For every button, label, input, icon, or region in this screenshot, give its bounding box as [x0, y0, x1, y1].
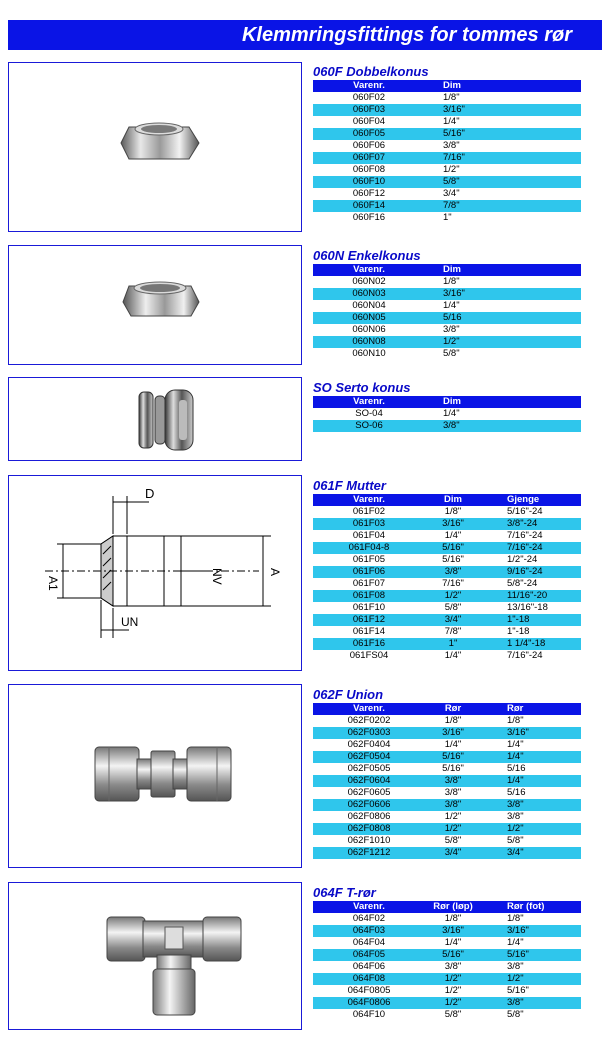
table-row: [313, 506, 581, 518]
table-cell: 5/8": [507, 1009, 524, 1020]
table-cell: 1/4": [444, 937, 462, 948]
product-image-062f: [8, 684, 302, 868]
table-row: [313, 787, 581, 799]
table-cell: 5/16: [507, 763, 526, 774]
table-row: [313, 212, 581, 224]
table-cell: 061F16: [313, 638, 425, 650]
column-header: Dim: [425, 396, 581, 408]
table-cell: SO-04: [355, 408, 383, 419]
table-row: [313, 288, 581, 300]
spec-table: [313, 494, 581, 662]
table-cell: 1/4": [507, 739, 524, 750]
table-cell: 060F05: [313, 128, 425, 140]
table-cell: 062F0808: [313, 823, 425, 835]
table-cell: 060N05: [313, 312, 425, 324]
table-cell: 1/2": [425, 336, 581, 348]
table-row: [313, 312, 581, 324]
table-cell: 062F0504: [313, 751, 425, 763]
table-cell: 1/2": [443, 164, 460, 175]
table-cell: 060N08: [313, 336, 425, 348]
column-header: Rør (fot): [481, 901, 581, 913]
table-cell: 060F14: [313, 200, 425, 212]
table-cell: 7/8": [425, 200, 581, 212]
table-cell: 1/4": [481, 775, 581, 787]
table-cell: 1 1/4"-18: [481, 638, 581, 650]
table-cell: 3/4": [425, 614, 481, 626]
table-cell: 1/8": [443, 276, 460, 287]
table-cell: 1/2"-24: [507, 554, 538, 565]
table-cell: 3/16": [425, 104, 581, 116]
table-cell: 3/4": [425, 847, 481, 859]
table-cell: 060N04: [352, 300, 386, 311]
page-title: Klemmringsfittings for tommes rør: [241, 24, 572, 46]
table-cell: 062F1010: [347, 835, 391, 846]
table-cell: 3/4": [443, 188, 460, 199]
table-row: [313, 811, 581, 823]
table-cell: 060F12: [352, 188, 386, 199]
table-cell: 061F12: [313, 614, 425, 626]
table-row: [313, 104, 581, 116]
table-cell: 060F04: [352, 116, 386, 127]
table-cell: 1/2": [481, 973, 581, 985]
table-cell: 060F02: [352, 92, 386, 103]
table-cell: 064F04: [352, 937, 386, 948]
table-row: [313, 300, 581, 312]
table-cell: 5/8": [425, 176, 581, 188]
table-header-row: [313, 264, 581, 276]
table-cell: 060F16: [352, 212, 386, 223]
nut-technical-drawing: [9, 476, 303, 672]
table-cell: 1/4": [444, 739, 462, 750]
table-row: [313, 823, 581, 835]
column-header: Varenr.: [313, 494, 425, 506]
table-cell: 9/16"-24: [481, 566, 581, 578]
column-header: Varenr.: [313, 80, 425, 92]
spec-table: [313, 396, 581, 432]
column-header: Dim: [425, 264, 581, 276]
table-cell: 3/8": [443, 324, 460, 335]
table-cell: SO-06: [313, 420, 425, 432]
table-cell: 1/8": [507, 913, 524, 924]
table-header-row: [313, 80, 581, 92]
table-cell: 060N10: [352, 348, 386, 359]
table-cell: 1/4": [443, 408, 460, 419]
table-cell: 1/2": [425, 823, 481, 835]
table-row: [313, 638, 581, 650]
table-row: [313, 542, 581, 554]
table-cell: 1/2": [425, 590, 481, 602]
table-cell: 7/8": [444, 626, 462, 637]
section-062f: [313, 687, 581, 859]
table-cell: 1/4": [443, 300, 460, 311]
table-cell: 060N03: [313, 288, 425, 300]
table-row: [313, 727, 581, 739]
table-header-row: [313, 901, 581, 913]
table-row: [313, 176, 581, 188]
table-cell: 3/4": [481, 847, 581, 859]
section-title: SO Serto konus: [313, 380, 411, 395]
table-row: [313, 140, 581, 152]
table-row: [313, 1009, 581, 1021]
page-banner: [8, 20, 602, 50]
spec-table: [313, 703, 581, 859]
table-row: [313, 578, 581, 590]
dim-label-a1: A1: [46, 576, 60, 591]
table-cell: 060F08: [352, 164, 386, 175]
table-cell: 060N02: [352, 276, 386, 287]
table-row: [313, 763, 581, 775]
spec-table: [313, 264, 581, 360]
table-cell: 060F07: [313, 152, 425, 164]
table-cell: 1"-18: [507, 626, 530, 637]
product-image-060n: [8, 245, 302, 365]
table-row: [313, 973, 581, 985]
table-cell: 3/8"-24: [481, 518, 581, 530]
table-row: [313, 590, 581, 602]
table-cell: 3/8": [481, 799, 581, 811]
table-cell: 7/16"-24: [481, 542, 581, 554]
column-header: Dim: [425, 80, 581, 92]
table-cell: 061F07: [352, 578, 386, 589]
table-cell: 1/2": [481, 823, 581, 835]
column-header: Gjenge: [481, 494, 581, 506]
table-cell: 061F03: [313, 518, 425, 530]
section-060n: [313, 248, 581, 360]
table-cell: 5/16": [425, 542, 481, 554]
section-so: [313, 380, 581, 432]
table-cell: 5/16": [425, 949, 481, 961]
table-row: [313, 997, 581, 1009]
product-image-064f: [8, 882, 302, 1030]
single-cone-ring-icon: [9, 246, 303, 366]
table-cell: 064F06: [352, 961, 386, 972]
table-row: [313, 739, 581, 751]
table-row: [313, 626, 581, 638]
table-cell: 062F0806: [347, 811, 391, 822]
table-cell: 061F04-8: [313, 542, 425, 554]
table-row: [313, 925, 581, 937]
table-row: [313, 276, 581, 288]
table-row: [313, 799, 581, 811]
table-row: [313, 336, 581, 348]
table-cell: 1": [425, 638, 481, 650]
table-cell: 1/8": [444, 506, 462, 517]
tee-fitting-icon: [9, 883, 303, 1031]
table-cell: 061F14: [352, 626, 386, 637]
table-cell: 13/16"-18: [507, 602, 548, 613]
table-cell: 062F0604: [313, 775, 425, 787]
table-row: [313, 835, 581, 847]
table-header-row: [313, 396, 581, 408]
table-cell: 1/4": [507, 937, 524, 948]
table-cell: 1/8": [444, 715, 462, 726]
table-cell: 7/16": [425, 152, 581, 164]
table-cell: 7/16"-24: [507, 650, 543, 661]
table-cell: 5/16: [425, 312, 581, 324]
double-cone-ring-icon: [9, 63, 303, 233]
table-row: [313, 751, 581, 763]
table-cell: 061F04: [352, 530, 386, 541]
table-cell: 3/8": [425, 566, 481, 578]
section-064f: [313, 885, 581, 1021]
table-row: [313, 554, 581, 566]
table-cell: 064F02: [352, 913, 386, 924]
product-drawing-061f: [8, 475, 302, 671]
table-cell: 1/8": [444, 913, 462, 924]
table-cell: 5/16"-24: [507, 506, 543, 517]
table-cell: 1/2": [444, 811, 462, 822]
table-row: [313, 420, 581, 432]
table-cell: 5/16": [425, 751, 481, 763]
table-cell: 7/16": [442, 578, 464, 589]
table-row: [313, 324, 581, 336]
table-cell: 064F03: [313, 925, 425, 937]
column-header: Rør (løp): [425, 901, 481, 913]
table-cell: 062F0202: [347, 715, 391, 726]
table-row: [313, 530, 581, 542]
table-cell: 064F10: [352, 1009, 386, 1020]
table-cell: 3/16": [425, 518, 481, 530]
table-row: [313, 200, 581, 212]
table-cell: 061FS04: [349, 650, 389, 661]
table-cell: 5/8": [443, 348, 460, 359]
section-title: 062F Union: [313, 687, 384, 702]
table-cell: 061F02: [352, 506, 386, 517]
column-header: Rør: [425, 703, 481, 715]
table-row: [313, 348, 581, 360]
table-cell: 3/8": [444, 787, 462, 798]
table-cell: 061F06: [313, 566, 425, 578]
table-row: [313, 566, 581, 578]
table-cell: 061F05: [352, 554, 386, 565]
table-cell: 060F06: [352, 140, 386, 151]
table-cell: 5/8": [444, 602, 462, 613]
table-row: [313, 164, 581, 176]
table-cell: 1"-18: [481, 614, 581, 626]
table-row: [313, 602, 581, 614]
table-row: [313, 650, 581, 662]
table-header-row: [313, 494, 581, 506]
table-cell: 5/16": [442, 763, 464, 774]
table-row: [313, 92, 581, 104]
table-cell: 060F10: [313, 176, 425, 188]
table-cell: 062F0505: [347, 763, 391, 774]
table-cell: 1/2": [425, 997, 481, 1009]
table-row: [313, 614, 581, 626]
table-cell: 3/8": [425, 799, 481, 811]
table-cell: 064F08: [313, 973, 425, 985]
table-cell: 1": [443, 212, 452, 223]
column-header: Varenr.: [313, 396, 425, 408]
column-header: Varenr.: [313, 703, 425, 715]
table-row: [313, 116, 581, 128]
section-title: 060F Dobbelkonus: [313, 64, 429, 79]
table-row: [313, 775, 581, 787]
table-cell: 5/16": [507, 985, 529, 996]
spec-table: [313, 901, 581, 1021]
table-cell: 062F1212: [313, 847, 425, 859]
table-cell: 11/16"-20: [481, 590, 581, 602]
table-cell: 3/8": [425, 420, 581, 432]
table-row: [313, 949, 581, 961]
table-cell: 5/16: [507, 787, 526, 798]
table-cell: 061F10: [352, 602, 386, 613]
product-image-060f: [8, 62, 302, 232]
section-title: 061F Mutter: [313, 478, 386, 493]
table-cell: 3/8": [507, 811, 524, 822]
section-title: 060N Enkelkonus: [313, 248, 421, 263]
table-cell: 3/8": [425, 775, 481, 787]
table-row: [313, 913, 581, 925]
table-cell: 5/16": [442, 554, 464, 565]
table-cell: 1/4": [443, 116, 460, 127]
table-header-row: [313, 703, 581, 715]
table-cell: 5/8": [444, 1009, 462, 1020]
product-image-so: [8, 377, 302, 461]
table-cell: 1/8": [443, 92, 460, 103]
table-cell: 3/8": [444, 961, 462, 972]
table-cell: 062F0404: [347, 739, 391, 750]
table-cell: 062F0303: [313, 727, 425, 739]
table-cell: 3/16": [481, 727, 581, 739]
column-header: Dim: [425, 494, 481, 506]
column-header: Rør: [481, 703, 581, 715]
table-cell: 064F0806: [313, 997, 425, 1009]
spec-table: [313, 80, 581, 224]
column-header: Varenr.: [313, 901, 425, 913]
dim-label-nv: NV: [210, 568, 224, 585]
table-cell: 5/8": [507, 835, 524, 846]
table-row: [313, 128, 581, 140]
table-row: [313, 408, 581, 420]
dim-label-a: A: [268, 568, 282, 577]
table-cell: 3/16": [425, 288, 581, 300]
table-cell: 5/8"-24: [507, 578, 538, 589]
table-row: [313, 518, 581, 530]
table-cell: 1/4": [481, 751, 581, 763]
table-cell: 3/8": [443, 140, 460, 151]
column-header: Varenr.: [313, 264, 425, 276]
table-cell: 3/16": [481, 925, 581, 937]
table-row: [313, 715, 581, 727]
table-row: [313, 937, 581, 949]
table-cell: 064F0805: [347, 985, 391, 996]
section-title: 064F T-rør: [313, 885, 376, 900]
table-row: [313, 152, 581, 164]
table-cell: 1/4": [444, 650, 462, 661]
union-fitting-icon: [9, 685, 303, 869]
table-cell: 5/16": [425, 128, 581, 140]
table-cell: 5/8": [444, 835, 462, 846]
table-cell: 060N06: [352, 324, 386, 335]
serto-cone-icon: [9, 378, 303, 462]
table-cell: 062F0606: [313, 799, 425, 811]
table-cell: 064F05: [313, 949, 425, 961]
table-cell: 060F03: [313, 104, 425, 116]
dim-label-d: D: [145, 486, 155, 501]
table-cell: 1/2": [444, 985, 462, 996]
table-cell: 3/16": [425, 727, 481, 739]
table-row: [313, 985, 581, 997]
table-row: [313, 847, 581, 859]
table-row: [313, 961, 581, 973]
table-cell: 062F0605: [347, 787, 391, 798]
table-cell: 3/8": [507, 961, 524, 972]
table-cell: 3/16": [425, 925, 481, 937]
table-cell: 7/16"-24: [507, 530, 543, 541]
table-cell: 3/8": [481, 997, 581, 1009]
table-cell: 1/4": [444, 530, 462, 541]
table-row: [313, 188, 581, 200]
dim-label-un: UN: [121, 615, 139, 629]
section-061f: [313, 478, 581, 662]
table-cell: 1/8": [507, 715, 524, 726]
section-060f: [313, 64, 581, 224]
table-cell: 5/16": [481, 949, 581, 961]
table-cell: 061F08: [313, 590, 425, 602]
table-cell: 1/2": [425, 973, 481, 985]
